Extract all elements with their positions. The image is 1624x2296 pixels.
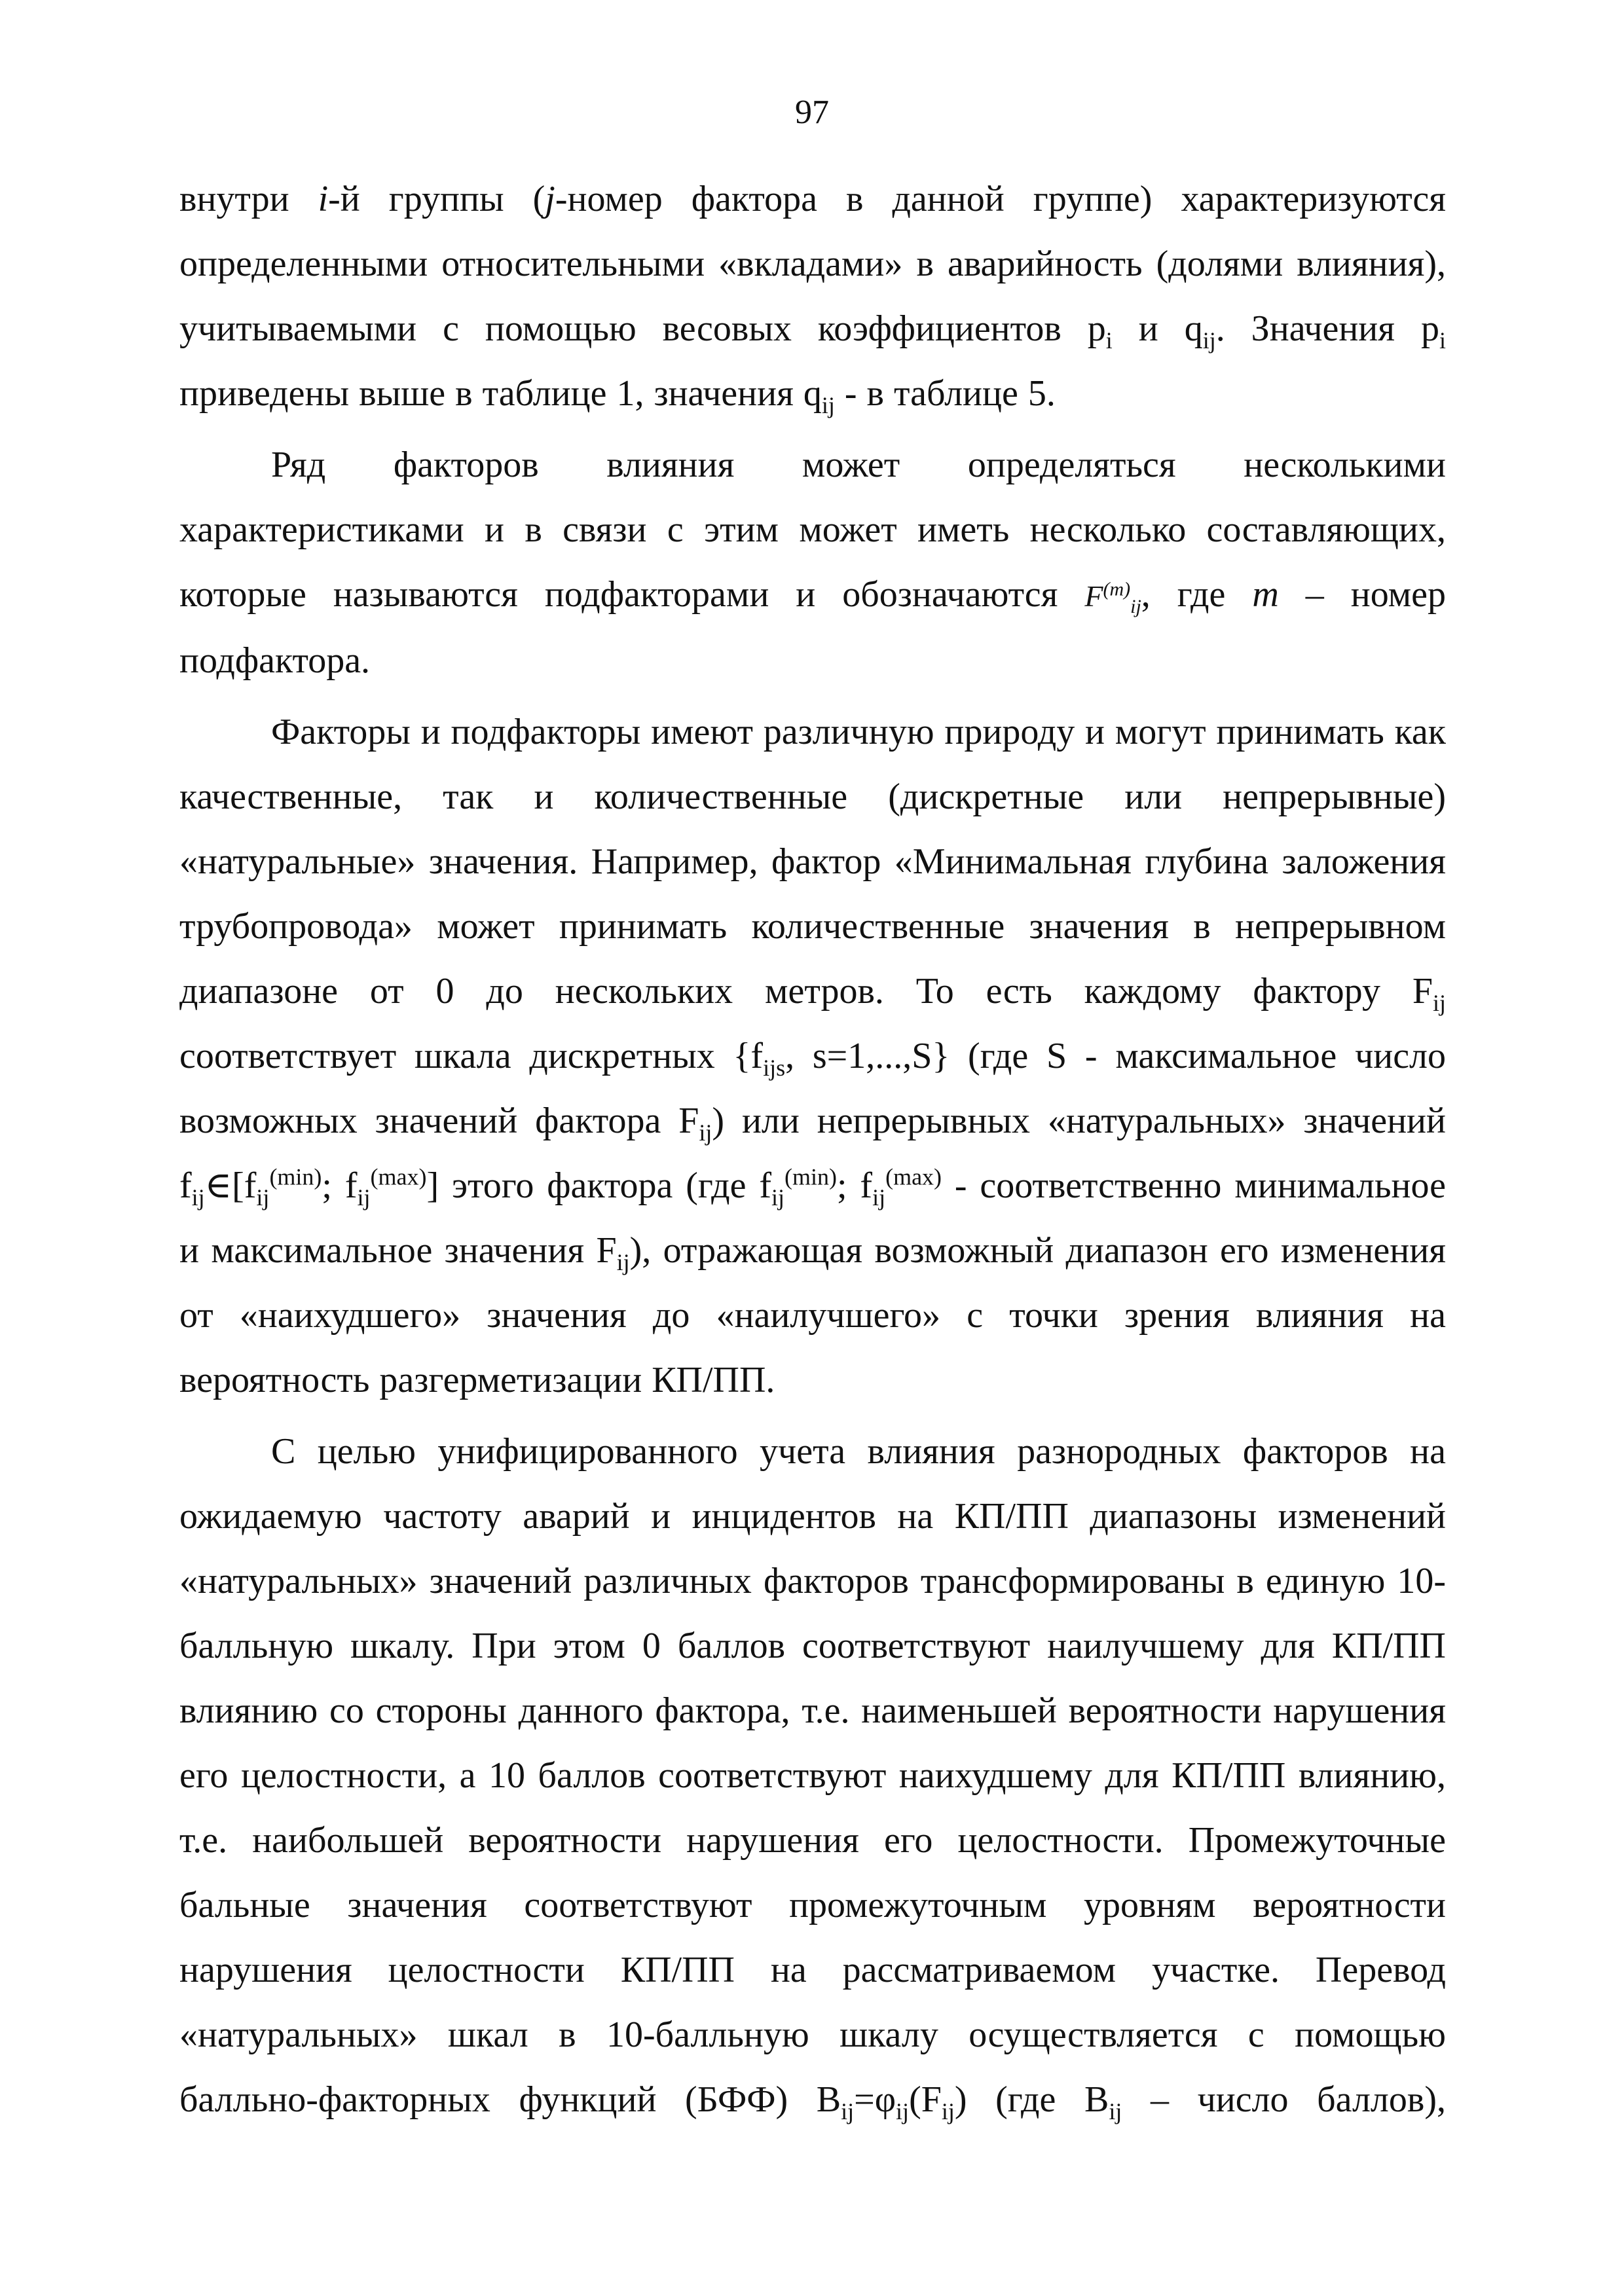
- page-number: 97: [795, 94, 829, 131]
- subfactor-symbol: $F^{(m)}_{ij}$: [1084, 578, 1141, 618]
- paragraph-4: С целью унифицированного учета влияния разнородных факторов на ожидаемую частоту аварий и инцидентов на КП/ПП диапазоны изменений «натуральных» значений различных факторов трансформированы в единую 10-балльную шкалу. При этом 0 баллов соответствуют наилучшему для КП/ПП влиянию со стороны данного фактора, т.е. наименьшей вероятности нарушения его целостности, а 10 баллов соответствуют наихудшему для КП/ПП влиянию, т.е. наибольшей вероятности нарушения его целостности. Промежуточные бальные значения соответствуют промежуточным уровням вероятности нарушения целостности КП/ПП на рассматриваемом участке. Перевод «натуральных» шкал в 10-балльную шкалу осуществляется с помощью балльно-факторных функций (БФФ) $B_{ij}=\varphi_{ij}(F_{ij})$ (где $B_{ij}$ – число баллов),: [179, 1431, 1446, 2125]
- paragraph-3: Факторы и подфакторы имеют различную природу и могут принимать как качественные, так и количественные (дискретные или непрерывные) «натуральные» значения. Например, фактор «Минимальная глубина заложения трубопровода» может принимать количественные значения в непрерывном диапазоне от 0 до нескольких метров. То есть каждому фактору $F_{ij}$ соответствует шкала дискретных {$f_{ijs}$, s=1,...,S} (где S - максимальное число возможных значений фактора $F_{ij}$) или непрерывных «натуральных» значений $f_{ij}\in[f_{ij}^{(min)}$; $f_{ij}^{(max)}$] этого фактора (где $f_{ij}^{(min)}$; $f_{ij}^{(max)}$ - соответственно минимальное и максимальное значения $F_{ij}$), отражающая возможный диапазон его изменения от «наихудшего» значения до «наилучшего» с точки зрения влияния на вероятность разгерметизации КП/ПП.: [179, 712, 1446, 1400]
- paragraph-1: внутри i-й группы (j-номер фактора в данной группе) характеризуются определенными относительными «вкладами» в аварийность (долями влияния), учитываемыми с помощью весовых коэффициентов $p_i$ и $q_{ij}$. Значения $p_i$ приведены выше в таблице 1, значения $q_{ij}$ - в таблице 5.: [179, 179, 1447, 419]
- paragraph-2: Ряд факторов влияния может определяться несколькими характеристиками и в связи с этим может иметь несколько составляющих, которые называются подфакторами и обозначаются $F^{(m)}_{ij}$, где m – номер подфактора.: [179, 445, 1446, 681]
- document-body: [179, 167, 1446, 2132]
